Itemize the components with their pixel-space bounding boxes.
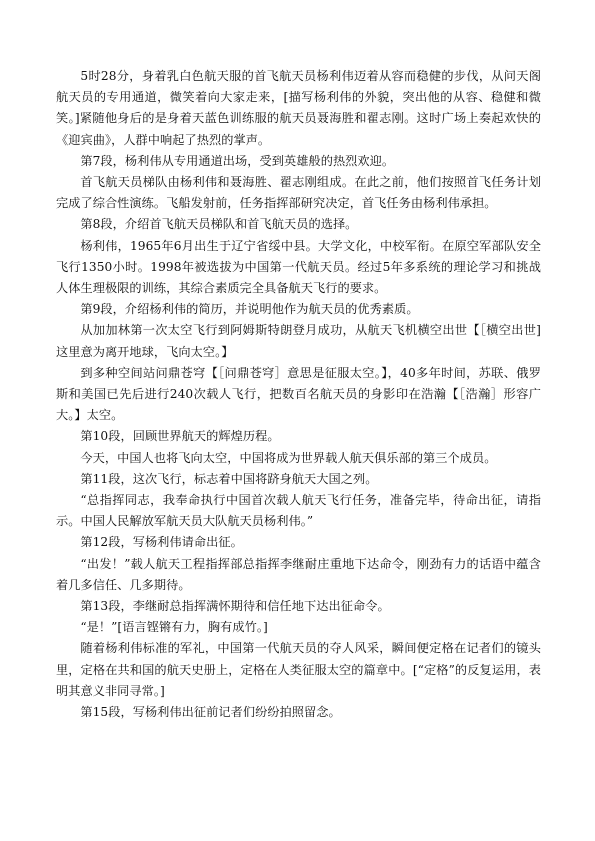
paragraph-12: “总指挥同志，我奉命执行中国首次载人航天飞行任务，准备完毕，待命出征，请指示。中国人民解放军航天员大队航天员杨利伟。”	[56, 493, 541, 529]
paragraph-5: 杨利伟，1965年6月出生于辽宁省绥中县。大学文化，中校军衔。在原空军部队安全飞行1350小时。1998年被选拔为中国第一代航天员。经过5年多系统的理论学习和挑战人体生理极限的训练，其综合素质完全具备航天飞行的要求。	[56, 238, 541, 296]
paragraph-10: 今天，中国人也将飞向太空，中国将成为世界载人航天俱乐部的第三个成员。	[80, 450, 497, 465]
paragraph-9: 第10段，回顾世界航天的辉煌历程。	[80, 429, 280, 444]
paragraph-13: 第12段，写杨利伟请命出征。	[80, 535, 243, 550]
paragraph-8: 到多种空间站问鼎苍穹【［问鼎苍穹］意思是征服太空。】，40多年时间，苏联、俄罗斯和美国已先后进行240次载人飞行，把数百名航天员的身影印在浩瀚【［浩瀚］形容广大。】太空。	[56, 365, 541, 423]
paragraph-6: 第9段，介绍杨利伟的简历，并说明他作为航天员的优秀素质。	[80, 302, 419, 317]
paragraph-4: 第8段，介绍首飞航天员梯队和首飞航天员的选择。	[80, 217, 358, 232]
paragraph-15: 第13段，李继耐总指挥满怀期待和信任地下达出征命令。	[80, 599, 390, 614]
paragraph-14: “出发！”载人航天工程指挥部总指挥李继耐庄重地下达命令，刚劲有力的话语中蕴含着几多信任、几多期待。	[56, 556, 541, 592]
paragraph-2: 第7段，杨利伟从专用通道出场，受到英雄般的热烈欢迎。	[80, 153, 395, 168]
paragraph-18: 第15段，写杨利伟出征前记者们纷纷拍照留念。	[80, 705, 341, 720]
paragraph-16: “是！”[语言铿锵有力，胸有成竹。]	[80, 620, 268, 635]
paragraph-3: 首飞航天员梯队由杨利伟和聂海胜、翟志刚组成。在此之前，他们按照首飞任务计划完成了综合性演练。飞船发射前，任务指挥部研究决定，首飞任务由杨利伟承担。	[56, 175, 541, 211]
paragraph-17: 随着杨利伟标准的军礼，中国第一代航天员的夺人风采，瞬间便定格在记者们的镜头里，定格在共和国的航天史册上，定格在人类征服太空的篇章中。[“定格”的反复运用，表明其意义非同寻常。]	[56, 641, 541, 698]
paragraph-1: 5时28分，身着乳白色航天服的首飞航天员杨利伟迈着从容而稳健的步伐，从问天阁航天员的专用通道，微笑着向大家走来，[描写杨利伟的外貌，突出他的从容、稳健和微笑。]紧随他身后的是身着天蓝色训练服的航天员聂海胜和翟志刚。这时广场上奏起欢快的《迎宾曲》，人群中响起了热烈的掌声。	[56, 69, 541, 147]
paragraph-7: 从加加林第一次太空飞行到阿姆斯特朗登月成功，从航天飞机横空出世【［横空出世]这里意为离开地球，飞向太空。】	[56, 323, 541, 359]
document-page	[56, 66, 541, 723]
paragraph-11: 第11段，这次飞行，标志着中国将跻身航天大国之列。	[80, 471, 378, 486]
